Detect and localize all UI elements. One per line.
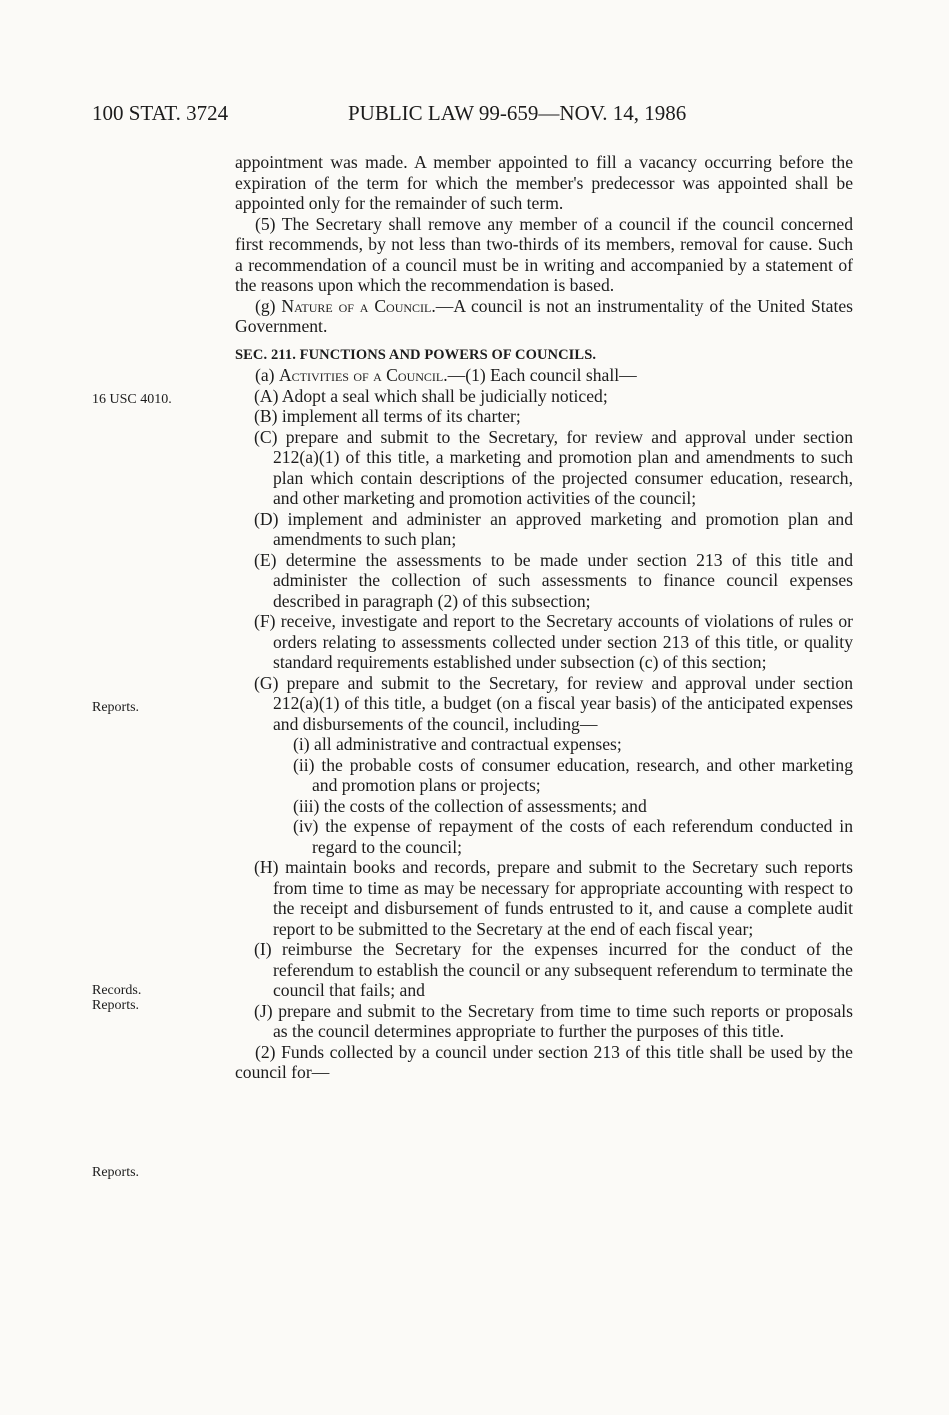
clause-F: (F) receive, investigate and report to the Secretary accounts of violations of rules or orders relating to assessments collected under section 213 of this title, or quality standard requirements established under subsection (c) of this section; (254, 611, 853, 672)
statute-reference: 100 STAT. 3724 (92, 101, 229, 125)
margin-note-records: Records. (92, 983, 142, 998)
clause-C: (C) prepare and submit to the Secretary, for review and approval under section 212(a)(1) of this title, a marketing and promotion plan and amendments to such plan which contain descriptions of the projected consumer education, research, and other marketing and promotion activities of the council; (254, 426, 853, 508)
section-heading: SEC. 211. FUNCTIONS AND POWERS OF COUNCILS. (235, 346, 597, 363)
subsection-heading: Activities of a Council. (278, 365, 448, 385)
clause-G-iv: (iv) the expense of repayment of the costs of each referendum conducted in regard to the council; (293, 816, 853, 857)
subsection-a (235, 365, 853, 386)
margin-note-reports: Reports. (92, 700, 140, 715)
clause-E: (E) determine the assessments to be made under section 213 of this title and administer the collection of such assessments to finance council expenses described in paragraph (2) of this subsection; (254, 549, 853, 611)
subsection-text: —(1) Each council shall— (447, 365, 637, 385)
page-body (235, 152, 853, 1083)
subsection-label: (a) (255, 365, 275, 385)
subsection-g (235, 296, 853, 337)
margin-note-reports: Reports. (92, 998, 140, 1013)
clause-G-iii: (iii) the costs of the collection of assessments; and (293, 795, 647, 816)
clause-I: (I) reimburse the Secretary for the expenses incurred for the conduct of the referendum to establish the council or any subsequent referendum to terminate the council that fails; and (254, 939, 853, 1000)
paragraph: (5) The Secretary shall remove any member of a council if the council concerned first recommends, by not less than two-thirds of its members, removal for cause. Such a recommendation of a council must be in writing and accompanied by a statement of the reasons upon which the recommendation is based. (235, 213, 853, 295)
clause-H: (H) maintain books and records, prepare and submit to the Secretary such reports from time to time as may be necessary for appropriate accounting with respect to the receipt and disbursement of funds entrusted to it, and cause a complete audit report to be submitted to the Secretary at the end of each fiscal year; (254, 857, 853, 939)
subsection-text: —A council is not an instrumentality of the United States Government. (235, 295, 853, 336)
clause-D: (D) implement and administer an approved marketing and promotion plan and amendments to such plan; (254, 508, 853, 549)
public-law-title: PUBLIC LAW 99-659—NOV. 14, 1986 (348, 101, 687, 125)
paragraph: (2) Funds collected by a council under section 213 of this title shall be used by the council for— (235, 1041, 853, 1082)
margin-note-usc: 16 USC 4010. (92, 392, 172, 407)
clause-G-i: (i) all administrative and contractual expenses; (293, 734, 622, 754)
clause-G: (G) prepare and submit to the Secretary, for review and approval under section 212(a)(1) of this title, a budget (on a fiscal year basis) of the anticipated expenses and disbursements of the council, including— (254, 672, 853, 734)
clause-G-ii: (ii) the probable costs of consumer education, research, and other marketing and promotion plans or projects; (293, 754, 853, 795)
subsection-label: (g) (255, 295, 276, 316)
clause-J: (J) prepare and submit to the Secretary from time to time such reports or proposals as the council determines appropriate to further the purposes of this title. (254, 1000, 853, 1041)
clause-A: (A) Adopt a seal which shall be judicially noticed; (254, 385, 608, 406)
paragraph: appointment was made. A member appointed to fill a vacancy occurring before the expiration of the term for which the member's predecessor was appointed shall be appointed only for the remainder of such term. (235, 152, 853, 213)
clause-B: (B) implement all terms of its charter; (254, 406, 521, 426)
subsection-heading: Nature of a Council. (281, 295, 436, 316)
margin-note-reports: Reports. (92, 1165, 140, 1180)
